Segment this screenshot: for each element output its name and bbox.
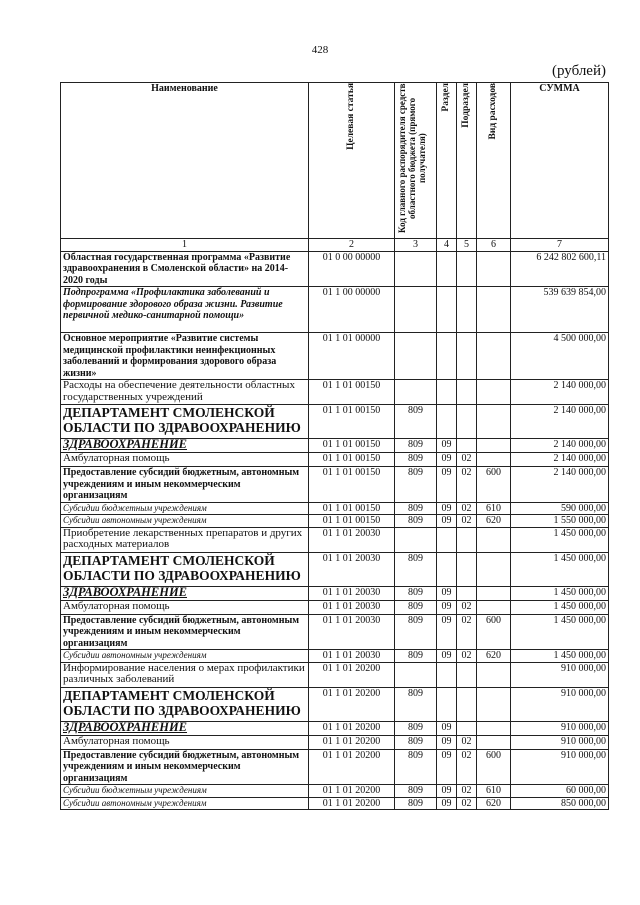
cell-subsection: 02 (457, 650, 477, 663)
cell-code: 809 (395, 453, 437, 467)
cell-subsection (457, 333, 477, 380)
cell-section: 09 (437, 600, 457, 614)
table-row (61, 405, 609, 439)
cell-sum: 539 639 854,00 (511, 287, 609, 333)
cell-exptype (477, 527, 511, 552)
cell-exptype: 610 (477, 502, 511, 515)
cell-code (395, 662, 437, 687)
cell-subsection (457, 251, 477, 287)
cell-code: 809 (395, 735, 437, 749)
cell-target: 01 1 01 20030 (309, 527, 395, 552)
cell-section (437, 552, 457, 586)
cell-exptype (477, 600, 511, 614)
table-row (61, 785, 609, 798)
col-number: 4 (437, 239, 457, 252)
cell-target: 01 1 01 20030 (309, 650, 395, 663)
cell-code: 809 (395, 797, 437, 810)
cell-code: 809 (395, 467, 437, 503)
cell-subsection: 02 (457, 453, 477, 467)
cell-target: 01 1 00 00000 (309, 287, 395, 333)
cell-subsection (457, 287, 477, 333)
cell-section: 09 (437, 502, 457, 515)
cell-exptype (477, 453, 511, 467)
cell-subsection: 02 (457, 515, 477, 528)
cell-exptype (477, 405, 511, 439)
cell-exptype (477, 721, 511, 735)
cell-code: 809 (395, 650, 437, 663)
cell-exptype: 610 (477, 785, 511, 798)
cell-subsection (457, 552, 477, 586)
cell-section: 09 (437, 515, 457, 528)
header-exptype: Вид расходов (477, 83, 511, 239)
cell-name: Подпрограмма «Профилактика заболеваний и формирование здорового образа жизни. Развитие первичной медико-санитарной помощи» (61, 287, 309, 333)
cell-name: Субсидии бюджетным учреждениям (61, 502, 309, 515)
cell-section (437, 251, 457, 287)
cell-exptype: 600 (477, 614, 511, 650)
cell-code: 809 (395, 721, 437, 735)
cell-subsection (457, 662, 477, 687)
col-number: 5 (457, 239, 477, 252)
cell-exptype (477, 380, 511, 405)
cell-section: 09 (437, 650, 457, 663)
cell-subsection: 02 (457, 785, 477, 798)
cell-sum: 910 000,00 (511, 662, 609, 687)
table-row (61, 650, 609, 663)
cell-subsection: 02 (457, 735, 477, 749)
cell-target: 01 1 01 20200 (309, 785, 395, 798)
header-code: Код главного распорядителя средств областного бюджета (прямого получателя) (395, 83, 437, 239)
cell-name: ЗДРАВООХРАНЕНИЕ (61, 439, 309, 453)
cell-target: 01 1 01 20200 (309, 797, 395, 810)
cell-target: 01 1 01 00150 (309, 453, 395, 467)
cell-name: Предоставление субсидий бюджетным, автономным учреждениям и иным некоммерческим организациям (61, 467, 309, 503)
cell-section (437, 527, 457, 552)
cell-target: 01 1 01 20030 (309, 600, 395, 614)
cell-sum: 2 140 000,00 (511, 453, 609, 467)
cell-sum: 1 450 000,00 (511, 600, 609, 614)
cell-target: 01 1 01 00150 (309, 515, 395, 528)
cell-code: 809 (395, 600, 437, 614)
cell-target: 01 1 01 20200 (309, 687, 395, 721)
table-row (61, 614, 609, 650)
cell-code: 809 (395, 439, 437, 453)
cell-name: ДЕПАРТАМЕНТ СМОЛЕНСКОЙ ОБЛАСТИ ПО ЗДРАВООХРАНЕНИЮ (61, 552, 309, 586)
table-row (61, 735, 609, 749)
table-row (61, 721, 609, 735)
cell-section: 09 (437, 614, 457, 650)
column-number-row (61, 239, 609, 252)
cell-section: 09 (437, 453, 457, 467)
cell-subsection (457, 721, 477, 735)
cell-target: 01 1 01 20030 (309, 614, 395, 650)
cell-code: 809 (395, 586, 437, 600)
cell-subsection (457, 586, 477, 600)
cell-section: 09 (437, 721, 457, 735)
cell-name: Приобретение лекарственных препаратов и других расходных материалов (61, 527, 309, 552)
cell-sum: 6 242 802 600,11 (511, 251, 609, 287)
cell-target: 01 1 01 20200 (309, 662, 395, 687)
table-row (61, 687, 609, 721)
cell-target: 01 1 01 20200 (309, 735, 395, 749)
cell-name: Амбулаторная помощь (61, 735, 309, 749)
cell-sum: 1 450 000,00 (511, 650, 609, 663)
cell-subsection: 02 (457, 614, 477, 650)
cell-sum: 1 450 000,00 (511, 614, 609, 650)
cell-sum: 590 000,00 (511, 502, 609, 515)
table-row (61, 527, 609, 552)
cell-name: Амбулаторная помощь (61, 600, 309, 614)
cell-name: Субсидии автономным учреждениям (61, 515, 309, 528)
cell-target: 01 1 01 20030 (309, 586, 395, 600)
header-name: Наименование (61, 83, 309, 239)
cell-name: Расходы на обеспечение деятельности областных государственных учреждений (61, 380, 309, 405)
header-sum: СУММА (511, 83, 609, 239)
cell-code (395, 380, 437, 405)
cell-sum: 1 550 000,00 (511, 515, 609, 528)
cell-name: ЗДРАВООХРАНЕНИЕ (61, 721, 309, 735)
col-number: 3 (395, 239, 437, 252)
col-number: 2 (309, 239, 395, 252)
cell-code (395, 333, 437, 380)
cell-sum: 1 450 000,00 (511, 552, 609, 586)
cell-section (437, 380, 457, 405)
cell-subsection (457, 687, 477, 721)
cell-exptype (477, 552, 511, 586)
cell-exptype (477, 662, 511, 687)
cell-subsection (457, 527, 477, 552)
cell-target: 01 1 01 00150 (309, 502, 395, 515)
table-row (61, 552, 609, 586)
cell-section: 09 (437, 586, 457, 600)
cell-target: 01 1 01 20030 (309, 552, 395, 586)
table-row (61, 600, 609, 614)
cell-section (437, 405, 457, 439)
cell-subsection: 02 (457, 467, 477, 503)
header-row (61, 83, 609, 239)
cell-target: 01 1 01 00150 (309, 467, 395, 503)
cell-name: Областная государственная программа «Развитие здравоохранения в Смоленской области» на 2014-2020 годы (61, 251, 309, 287)
cell-code: 809 (395, 785, 437, 798)
cell-sum: 850 000,00 (511, 797, 609, 810)
cell-exptype (477, 735, 511, 749)
table-row (61, 251, 609, 287)
col-number: 6 (477, 239, 511, 252)
cell-code (395, 287, 437, 333)
cell-sum: 910 000,00 (511, 749, 609, 785)
cell-exptype (477, 687, 511, 721)
cell-code: 809 (395, 552, 437, 586)
table-row (61, 586, 609, 600)
cell-name: Информирование населения о мерах профилактики различных заболеваний (61, 662, 309, 687)
cell-section (437, 333, 457, 380)
cell-section (437, 662, 457, 687)
cell-target: 01 1 01 00000 (309, 333, 395, 380)
cell-name: Предоставление субсидий бюджетным, автономным учреждениям и иным некоммерческим организациям (61, 749, 309, 785)
cell-section: 09 (437, 439, 457, 453)
table-row (61, 333, 609, 380)
cell-sum: 4 500 000,00 (511, 333, 609, 380)
col-number: 7 (511, 239, 609, 252)
cell-sum: 910 000,00 (511, 687, 609, 721)
cell-name: Основное мероприятие «Развитие системы медицинской профилактики неинфекционных заболеваний и формирования здорового образа жизни» (61, 333, 309, 380)
cell-code (395, 527, 437, 552)
cell-section: 09 (437, 735, 457, 749)
cell-section: 09 (437, 749, 457, 785)
header-target: Целевая статья (309, 83, 395, 239)
cell-subsection (457, 439, 477, 453)
header-section: Раздел (437, 83, 457, 239)
cell-exptype: 600 (477, 749, 511, 785)
cell-name: Предоставление субсидий бюджетным, автономным учреждениям и иным некоммерческим организациям (61, 614, 309, 650)
cell-section: 09 (437, 785, 457, 798)
cell-target: 01 1 01 00150 (309, 405, 395, 439)
table-row (61, 502, 609, 515)
table-row (61, 380, 609, 405)
cell-code: 809 (395, 502, 437, 515)
cell-target: 01 1 01 00150 (309, 380, 395, 405)
cell-target: 01 1 01 20200 (309, 721, 395, 735)
cell-code: 809 (395, 749, 437, 785)
cell-subsection (457, 405, 477, 439)
cell-name: Субсидии автономным учреждениям (61, 650, 309, 663)
table-row (61, 749, 609, 785)
cell-name: Субсидии автономным учреждениям (61, 797, 309, 810)
cell-exptype (477, 586, 511, 600)
table-row (61, 515, 609, 528)
cell-exptype: 620 (477, 515, 511, 528)
header-subsection: Подраздел (457, 83, 477, 239)
cell-exptype: 620 (477, 650, 511, 663)
cell-sum: 1 450 000,00 (511, 586, 609, 600)
budget-table (60, 82, 609, 810)
cell-exptype (477, 333, 511, 380)
cell-exptype (477, 251, 511, 287)
cell-sum: 2 140 000,00 (511, 467, 609, 503)
cell-sum: 60 000,00 (511, 785, 609, 798)
cell-exptype (477, 439, 511, 453)
cell-sum: 2 140 000,00 (511, 439, 609, 453)
page-number: 428 (311, 44, 329, 56)
cell-code: 809 (395, 405, 437, 439)
cell-subsection: 02 (457, 797, 477, 810)
table-row (61, 439, 609, 453)
cell-name: Субсидии бюджетным учреждениям (61, 785, 309, 798)
cell-sum: 910 000,00 (511, 735, 609, 749)
units-label: (рублей) (551, 63, 606, 79)
col-number: 1 (61, 239, 309, 252)
table-row (61, 797, 609, 810)
cell-target: 01 0 00 00000 (309, 251, 395, 287)
cell-section: 09 (437, 797, 457, 810)
cell-sum: 2 140 000,00 (511, 380, 609, 405)
cell-target: 01 1 01 00150 (309, 439, 395, 453)
cell-sum: 1 450 000,00 (511, 527, 609, 552)
table-row (61, 467, 609, 503)
table-row (61, 287, 609, 333)
cell-section (437, 287, 457, 333)
cell-name: Амбулаторная помощь (61, 453, 309, 467)
table-row (61, 662, 609, 687)
cell-subsection (457, 380, 477, 405)
cell-code: 809 (395, 687, 437, 721)
cell-code: 809 (395, 614, 437, 650)
cell-exptype: 600 (477, 467, 511, 503)
cell-subsection: 02 (457, 600, 477, 614)
cell-exptype (477, 287, 511, 333)
cell-subsection: 02 (457, 502, 477, 515)
cell-sum: 910 000,00 (511, 721, 609, 735)
cell-code: 809 (395, 515, 437, 528)
cell-exptype: 620 (477, 797, 511, 810)
cell-section: 09 (437, 467, 457, 503)
table-row (61, 453, 609, 467)
cell-subsection: 02 (457, 749, 477, 785)
cell-section (437, 687, 457, 721)
cell-name: ЗДРАВООХРАНЕНИЕ (61, 586, 309, 600)
cell-sum: 2 140 000,00 (511, 405, 609, 439)
cell-code (395, 251, 437, 287)
cell-name: ДЕПАРТАМЕНТ СМОЛЕНСКОЙ ОБЛАСТИ ПО ЗДРАВООХРАНЕНИЮ (61, 687, 309, 721)
cell-name: ДЕПАРТАМЕНТ СМОЛЕНСКОЙ ОБЛАСТИ ПО ЗДРАВООХРАНЕНИЮ (61, 405, 309, 439)
cell-target: 01 1 01 20200 (309, 749, 395, 785)
